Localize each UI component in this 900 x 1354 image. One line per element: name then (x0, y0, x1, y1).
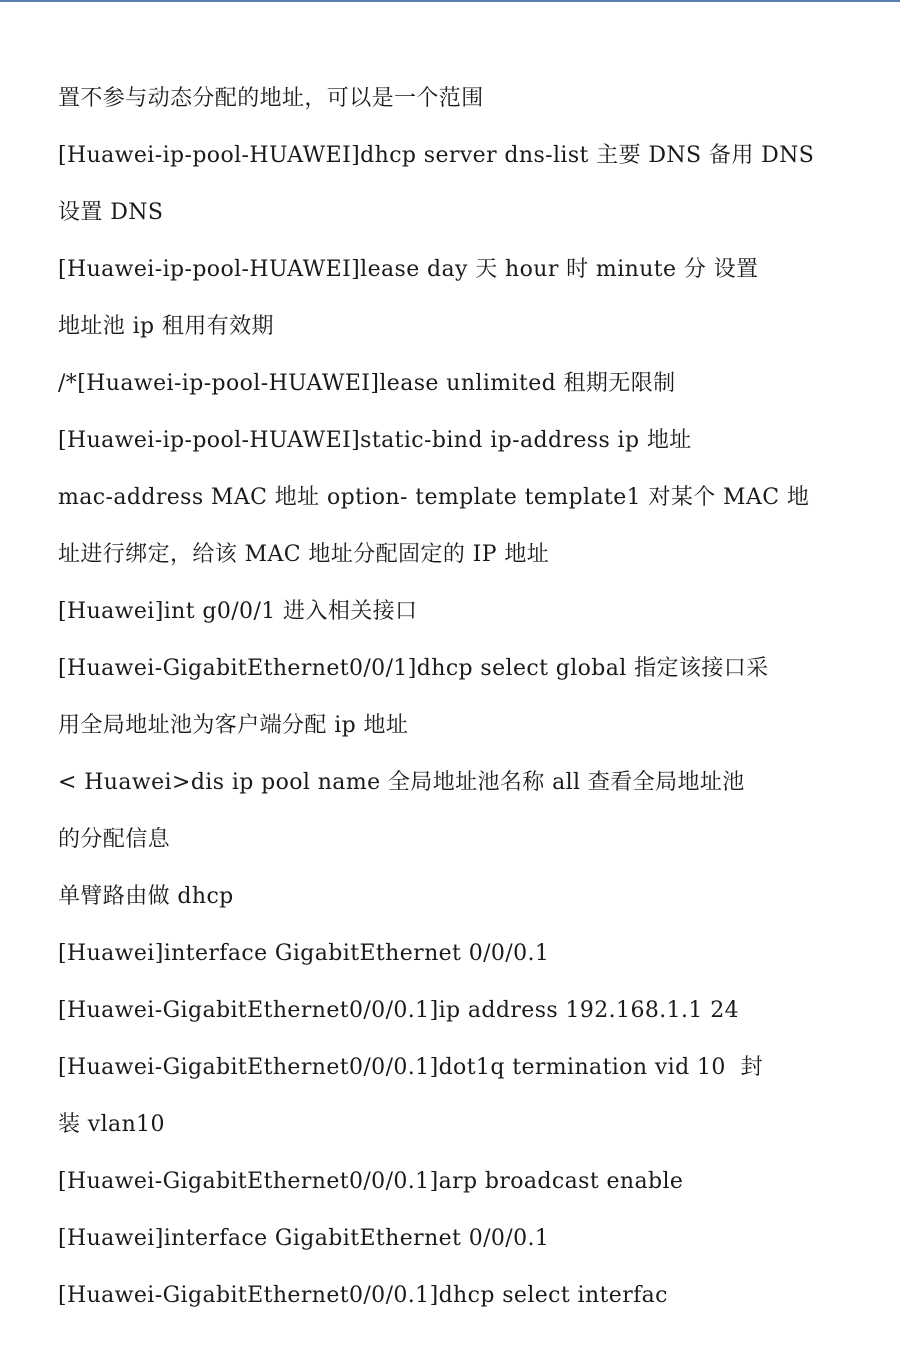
text-line: [Huawei]interface GigabitEthernet 0/0/0.1 (58, 1226, 550, 1251)
text-line: [Huawei-GigabitEthernet0/0/1]dhcp select global 指定该接口采 (58, 656, 769, 681)
text-line: [Huawei-GigabitEthernet0/0/0.1]arp broadcast enable (58, 1169, 684, 1194)
text-line: [Huawei-ip-pool-HUAWEI]lease day 天 hour 时 minute 分 设置 (58, 257, 759, 282)
document-body (58, 70, 828, 1324)
text-line: 设置 DNS (58, 200, 164, 225)
text-line: [Huawei-ip-pool-HUAWEI]dhcp server dns-list 主要 DNS 备用 DNS (58, 143, 815, 168)
text-line: [Huawei-GigabitEthernet0/0/0.1]dhcp select interfac (58, 1283, 668, 1308)
text-line: [Huawei-GigabitEthernet0/0/0.1]dot1q termination vid 10 封 (58, 1055, 763, 1080)
text-line: 置不参与动态分配的地址，可以是一个范围 (58, 86, 484, 111)
text-line: < Huawei>dis ip pool name 全局地址池名称 all 查看全局地址池 (58, 770, 745, 795)
text-line: 的分配信息 (58, 827, 171, 852)
text-line: [Huawei]int g0/0/1 进入相关接口 (58, 599, 418, 624)
text-line: 用全局地址池为客户端分配 ip 地址 (58, 713, 409, 738)
section-heading: 单臂路由做 dhcp (58, 884, 234, 909)
text-line: 地址池 ip 租用有效期 (58, 314, 274, 339)
text-line: /*[Huawei-ip-pool-HUAWEI]lease unlimited 租期无限制 (58, 371, 676, 396)
top-border (0, 0, 900, 2)
text-line: [Huawei-GigabitEthernet0/0/0.1]ip address 192.168.1.1 24 (58, 998, 740, 1023)
text-line: [Huawei-ip-pool-HUAWEI]static-bind ip-address ip 地址 (58, 428, 692, 453)
text-line: 址进行绑定，给该 MAC 地址分配固定的 IP 地址 (58, 542, 550, 567)
text-line: [Huawei]interface GigabitEthernet 0/0/0.1 (58, 941, 550, 966)
text-line: mac-address MAC 地址 option- template template1 对某个 MAC 地 (58, 485, 810, 510)
text-line: 装 vlan10 (58, 1112, 165, 1137)
